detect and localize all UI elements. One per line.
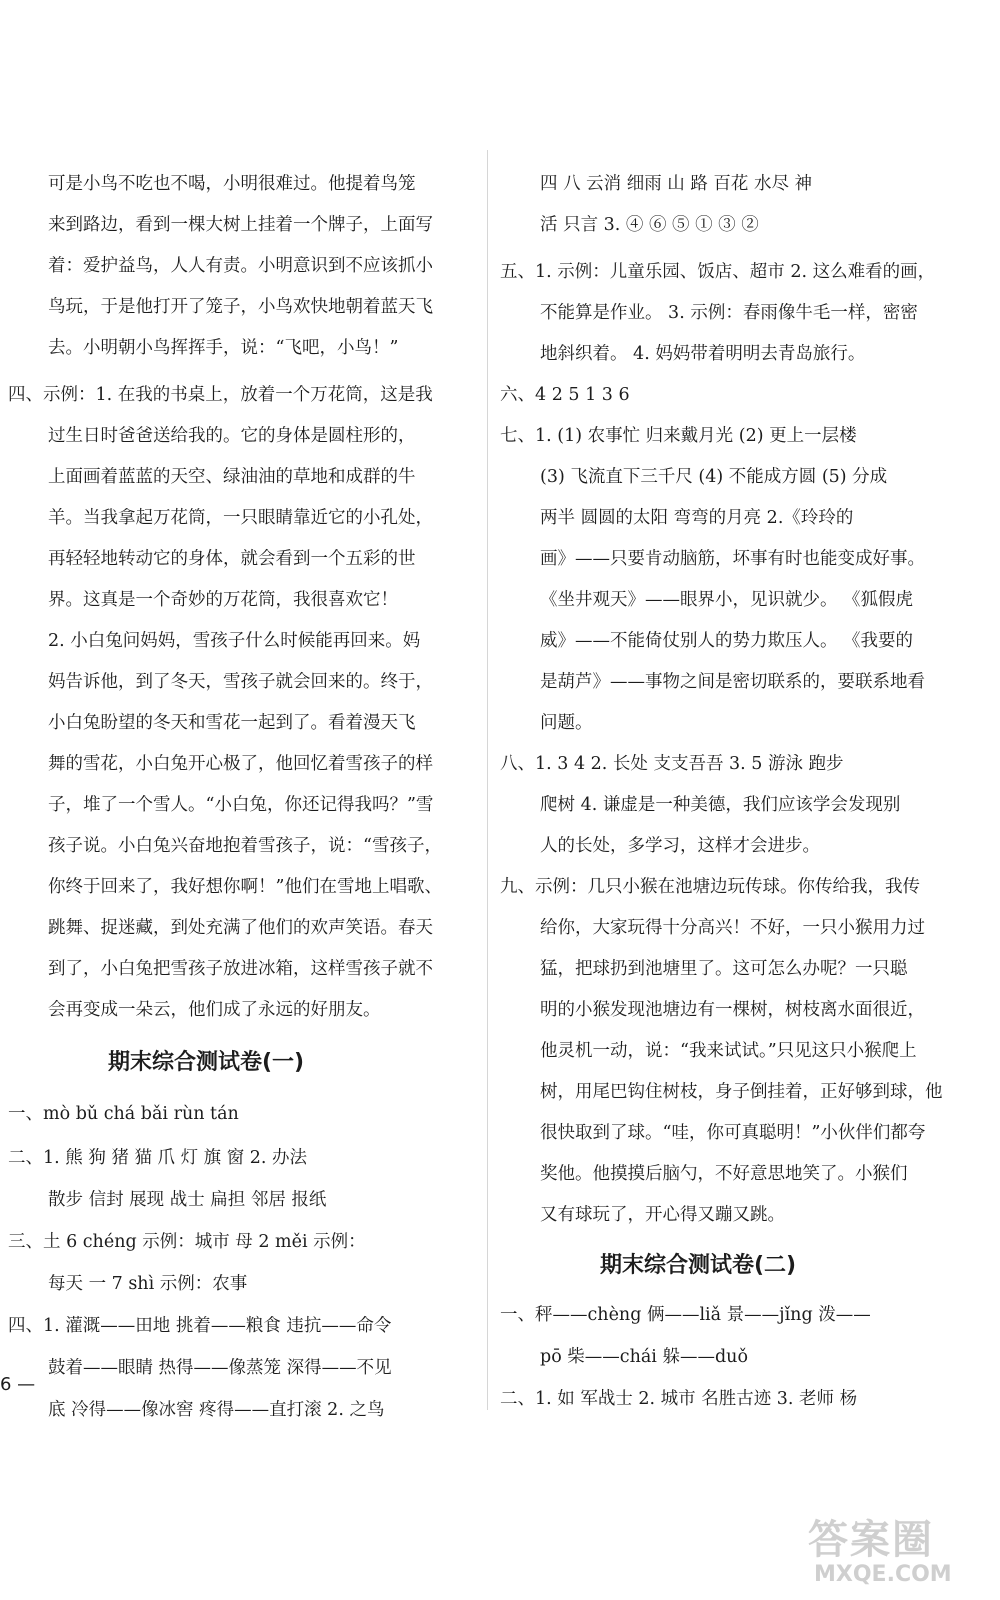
text-line: pō 柴——chái 躲——duǒ <box>540 1347 748 1367</box>
text-line: 鼓着——眼睛 热得——像蒸笼 深得——不见 <box>48 1358 392 1378</box>
text-line: 妈告诉他，到了冬天，雪孩子就会回来的。终于， <box>48 672 433 692</box>
text-line: 过生日时爸爸送给我的。它的身体是圆柱形的， <box>48 426 416 446</box>
text-line: 你终于回来了，我好想你啊！”他们在雪地上唱歌、 <box>48 877 442 897</box>
text-line: 很快取到了球。“哇，你可真聪明！”小伙伴们都夸 <box>540 1123 926 1143</box>
text-line: 四、1. 灌溉——田地 挑着——粮食 违抗——命令 <box>8 1316 392 1336</box>
text-line: 小白兔盼望的冬天和雪花一起到了。看着漫天飞 <box>48 713 416 733</box>
text-line: 鸟玩，于是他打开了笼子，小鸟欢快地朝着蓝天飞 <box>48 297 433 317</box>
text-line: 散步 信封 展现 战士 扁担 邻居 报纸 <box>48 1190 327 1210</box>
text-line: 孩子说。小白兔兴奋地抱着雪孩子，说：“雪孩子， <box>48 836 442 856</box>
text-line: 猛，把球扔到池塘里了。这可怎么办呢？一只聪 <box>540 959 908 979</box>
text-line: 七、1. (1) 农事忙 归来戴月光 (2) 更上一层楼 <box>500 426 857 446</box>
text-line: 九、示例：几只小猴在池塘边玩传球。你传给我，我传 <box>500 877 920 897</box>
text-line: 再轻轻地转动它的身体，就会看到一个五彩的世 <box>48 549 416 569</box>
text-line: 奖他。他摸摸后脑勺，不好意思地笑了。小猴们 <box>540 1164 908 1184</box>
text-line: 《坐井观天》——眼界小，见识就少。 《狐假虎 <box>540 590 914 610</box>
text-line: 四、示例：1. 在我的书桌上，放着一个万花筒，这是我 <box>8 385 433 405</box>
text-line: 他灵机一动，说：“我来试试。”只见这只小猴爬上 <box>540 1041 917 1061</box>
text-line: 跳舞、捉迷藏，到处充满了他们的欢声笑语。春天 <box>48 918 433 938</box>
watermark-logo <box>808 1508 996 1596</box>
text-line: 每天 一 7 shì 示例：农事 <box>48 1274 248 1294</box>
text-line: 人的长处，多学习，这样才会进步。 <box>540 836 820 856</box>
text-line: 五、1. 示例：儿童乐园、饭店、超市 2. 这么难看的画， <box>500 262 936 282</box>
text-line: 三、土 6 chéng 示例：城市 母 2 měi 示例： <box>8 1232 366 1252</box>
text-line: 爬树 4. 谦虚是一种美德，我们应该学会发现别 <box>540 795 901 815</box>
text-line: 一、mò bǔ chá bǎi rùn tán <box>8 1104 239 1124</box>
text-line: 二、1. 熊 狗 猪 猫 爪 灯 旗 窗 2. 办法 <box>8 1148 308 1168</box>
section-heading: 期末综合测试卷(二) <box>600 1253 797 1278</box>
text-line: 是葫芦》——事物之间是密切联系的，要联系地看 <box>540 672 925 692</box>
text-line: 子，堆了一个雪人。“小白兔，你还记得我吗？”雪 <box>48 795 434 815</box>
text-line: 八、1. 3 4 2. 长处 支支吾吾 3. 5 游泳 跑步 <box>500 754 844 774</box>
text-line: 去。小明朝小鸟挥挥手，说：“飞吧，小鸟！” <box>48 338 399 358</box>
text-line: 舞的雪花，小白兔开心极了，他回忆着雪孩子的样 <box>48 754 433 774</box>
text-line: 又有球玩了，开心得又蹦又跳。 <box>540 1205 785 1225</box>
watermark-url: MXQE.COM <box>814 1562 952 1587</box>
text-line: 威》——不能倚仗别人的势力欺压人。 《我要的 <box>540 631 914 651</box>
text-line: 六、4 2 5 1 3 6 <box>500 385 630 405</box>
text-line: 明的小猴发现池塘边有一棵树，树枝离水面很近， <box>540 1000 925 1020</box>
text-line: 画》——只要肯动脑筋，坏事有时也能变成好事。 <box>540 549 925 569</box>
text-line: 地斜织着。 4. 妈妈带着明明去青岛旅行。 <box>540 344 866 364</box>
text-line: 不能算是作业。 3. 示例：春雨像牛毛一样，密密 <box>540 303 918 323</box>
text-line: 上面画着蓝蓝的天空、绿油油的草地和成群的牛 <box>48 467 416 487</box>
text-line: 着：爱护益鸟，人人有责。小明意识到不应该抓小 <box>48 256 433 276</box>
watermark-title: 答案圈 <box>808 1517 934 1563</box>
text-line: 到了，小白兔把雪孩子放进冰箱，这样雪孩子就不 <box>48 959 433 979</box>
text-line: 来到路边，看到一棵大树上挂着一个牌子，上面写 <box>48 215 433 235</box>
text-line: 一、秤——chèng 俩——liǎ 景——jǐng 泼—— <box>500 1305 871 1325</box>
text-line: 羊。当我拿起万花筒，一只眼睛靠近它的小孔处， <box>48 508 433 528</box>
text-line: 可是小鸟不吃也不喝，小明很难过。他提着鸟笼 <box>48 174 416 194</box>
section-heading: 期末综合测试卷(一) <box>108 1050 305 1075</box>
text-line: 四 八 云消 细雨 山 路 百花 水尽 神 <box>540 174 813 194</box>
text-line: 界。这真是一个奇妙的万花筒，我很喜欢它！ <box>48 590 398 610</box>
text-line: 底 冷得——像冰窖 疼得——直打滚 2. 之鸟 <box>48 1400 385 1420</box>
text-line: 问题。 <box>540 713 593 733</box>
text-line: 树，用尾巴钩住树枝，身子倒挂着，正好够到球，他 <box>540 1082 943 1102</box>
text-line: 活 只言 3. ④ ⑥ ⑤ ① ③ ② <box>540 215 759 235</box>
text-line: 会再变成一朵云，他们成了永远的好朋友。 <box>48 1000 381 1020</box>
text-line: 二、1. 如 军战士 2. 城市 名胜古迹 3. 老师 杨 <box>500 1389 858 1409</box>
column-divider <box>487 150 488 1410</box>
text-line: (3) 飞流直下三千尺 (4) 不能成方圆 (5) 分成 <box>540 467 888 487</box>
text-line: 给你，大家玩得十分高兴！不好，一只小猴用力过 <box>540 918 925 938</box>
text-line: 两半 圆圆的太阳 弯弯的月亮 2.《玲玲的 <box>540 508 854 528</box>
page-number: 6 — <box>0 1374 36 1395</box>
text-line: 2. 小白兔问妈妈，雪孩子什么时候能再回来。妈 <box>48 631 421 651</box>
